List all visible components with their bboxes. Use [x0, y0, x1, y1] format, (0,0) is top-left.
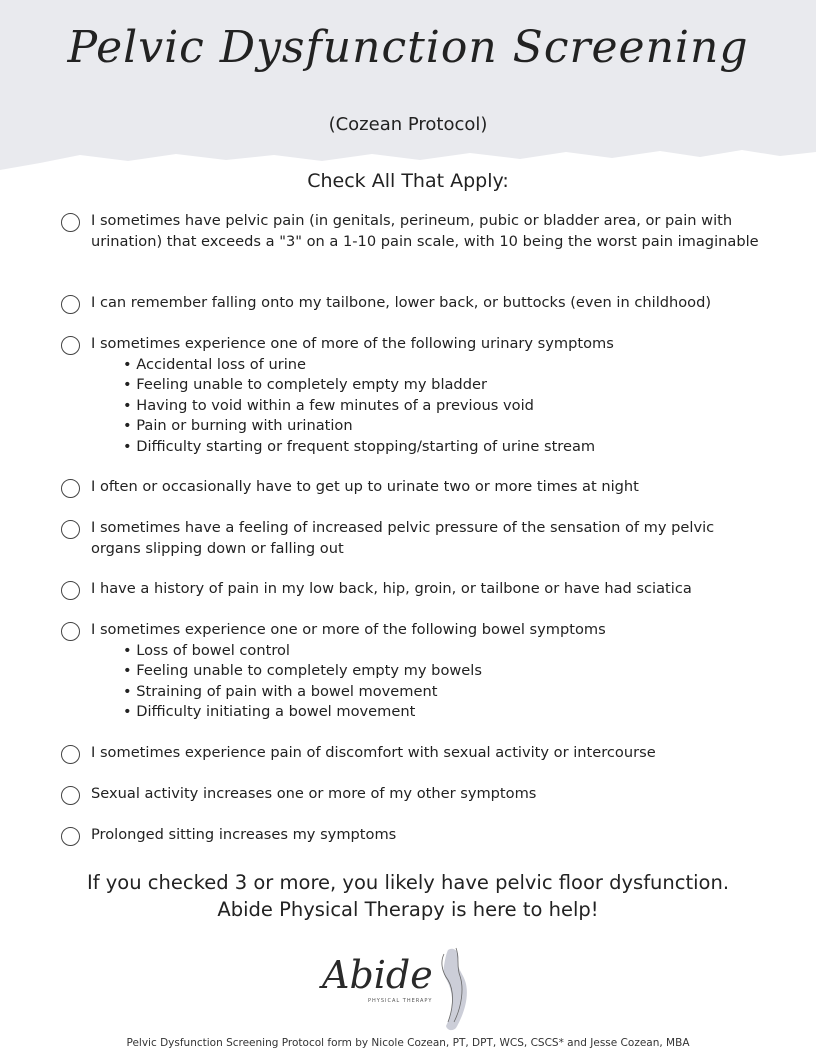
page-subtitle: (Cozean Protocol)	[328, 114, 488, 135]
bowel-symptoms-list	[91, 641, 759, 723]
sub-list-item: • Pain or burning with urination	[123, 416, 759, 437]
checklist-item-text	[91, 620, 759, 723]
sub-list-item: • Loss of bowel control	[123, 641, 759, 662]
checkbox-circle[interactable]	[61, 581, 80, 600]
logo-wordmark: Abide	[322, 953, 433, 997]
checklist-item-label: I sometimes experience one or more of the following bowel symptoms	[91, 621, 606, 638]
checklist-item-label: I sometimes experience one of more of the following urinary symptoms	[91, 335, 614, 352]
checkbox-circle[interactable]	[61, 786, 80, 805]
abide-logo	[316, 944, 506, 1034]
checklist-item-text: I sometimes experience pain of discomfort with sexual activity or intercourse	[91, 744, 656, 761]
sub-list-item: • Difficulty starting or frequent stopping/starting of urine stream	[123, 437, 759, 458]
sub-list-item: • Difficulty initiating a bowel movement	[123, 702, 759, 723]
checklist-item-text: I sometimes have a feeling of increased pelvic pressure of the sensation of my pelvic organs slipping down or falling out	[91, 519, 715, 557]
checkbox-circle[interactable]	[61, 213, 80, 232]
conclusion-line: If you checked 3 or more, you likely have pelvic floor dysfunction.	[86, 871, 730, 894]
checklist-item-text: Prolonged sitting increases my symptoms	[91, 826, 397, 843]
checklist-item-text: I can remember falling onto my tailbone, lower back, or buttocks (even in childhood)	[91, 294, 712, 311]
checkbox-circle[interactable]	[61, 622, 80, 641]
checklist-item-text: I have a history of pain in my low back, hip, groin, or tailbone or have had sciatica	[91, 580, 692, 597]
sub-list-item: • Accidental loss of urine	[123, 355, 759, 376]
sub-list-item: • Having to void within a few minutes of a previous void	[123, 396, 759, 417]
footer-credit: Pelvic Dysfunction Screening Protocol form by Nicole Cozean, PT, DPT, WCS, CSCS* and Jesse Cozean, MBA	[126, 1037, 690, 1049]
conclusion-message	[0, 869, 816, 923]
checkbox-circle[interactable]	[61, 520, 80, 539]
sub-list-item: • Straining of pain with a bowel movement	[123, 682, 759, 703]
checklist-item-text	[91, 334, 759, 457]
logo-tagline: PHYSICAL THERAPY	[368, 998, 433, 1004]
urinary-symptoms-list	[91, 355, 759, 458]
instructions-heading: Check All That Apply:	[307, 170, 509, 192]
checklist-item-text: I often or occasionally have to get up to urinate two or more times at night	[91, 478, 639, 495]
conclusion-line: Abide Physical Therapy is here to help!	[217, 898, 599, 921]
checkbox-circle[interactable]	[61, 336, 80, 355]
page-title: Pelvic Dysfunction Screening	[67, 22, 749, 73]
checklist-item-text: Sexual activity increases one or more of my other symptoms	[91, 785, 537, 802]
sub-list-item: • Feeling unable to completely empty my bladder	[123, 375, 759, 396]
checkbox-circle[interactable]	[61, 745, 80, 764]
checkbox-circle[interactable]	[61, 295, 80, 314]
sub-list-item: • Feeling unable to completely empty my bowels	[123, 661, 759, 682]
checkbox-circle[interactable]	[61, 479, 80, 498]
checklist-item-text: I sometimes have pelvic pain (in genitals, perineum, pubic or bladder area, or pain with urination) that exceeds a "3" on a 1-10 pain scale, with 10 being the worst pain imaginable	[91, 212, 759, 250]
figure-icon	[444, 949, 467, 1030]
checkbox-circle[interactable]	[61, 827, 80, 846]
